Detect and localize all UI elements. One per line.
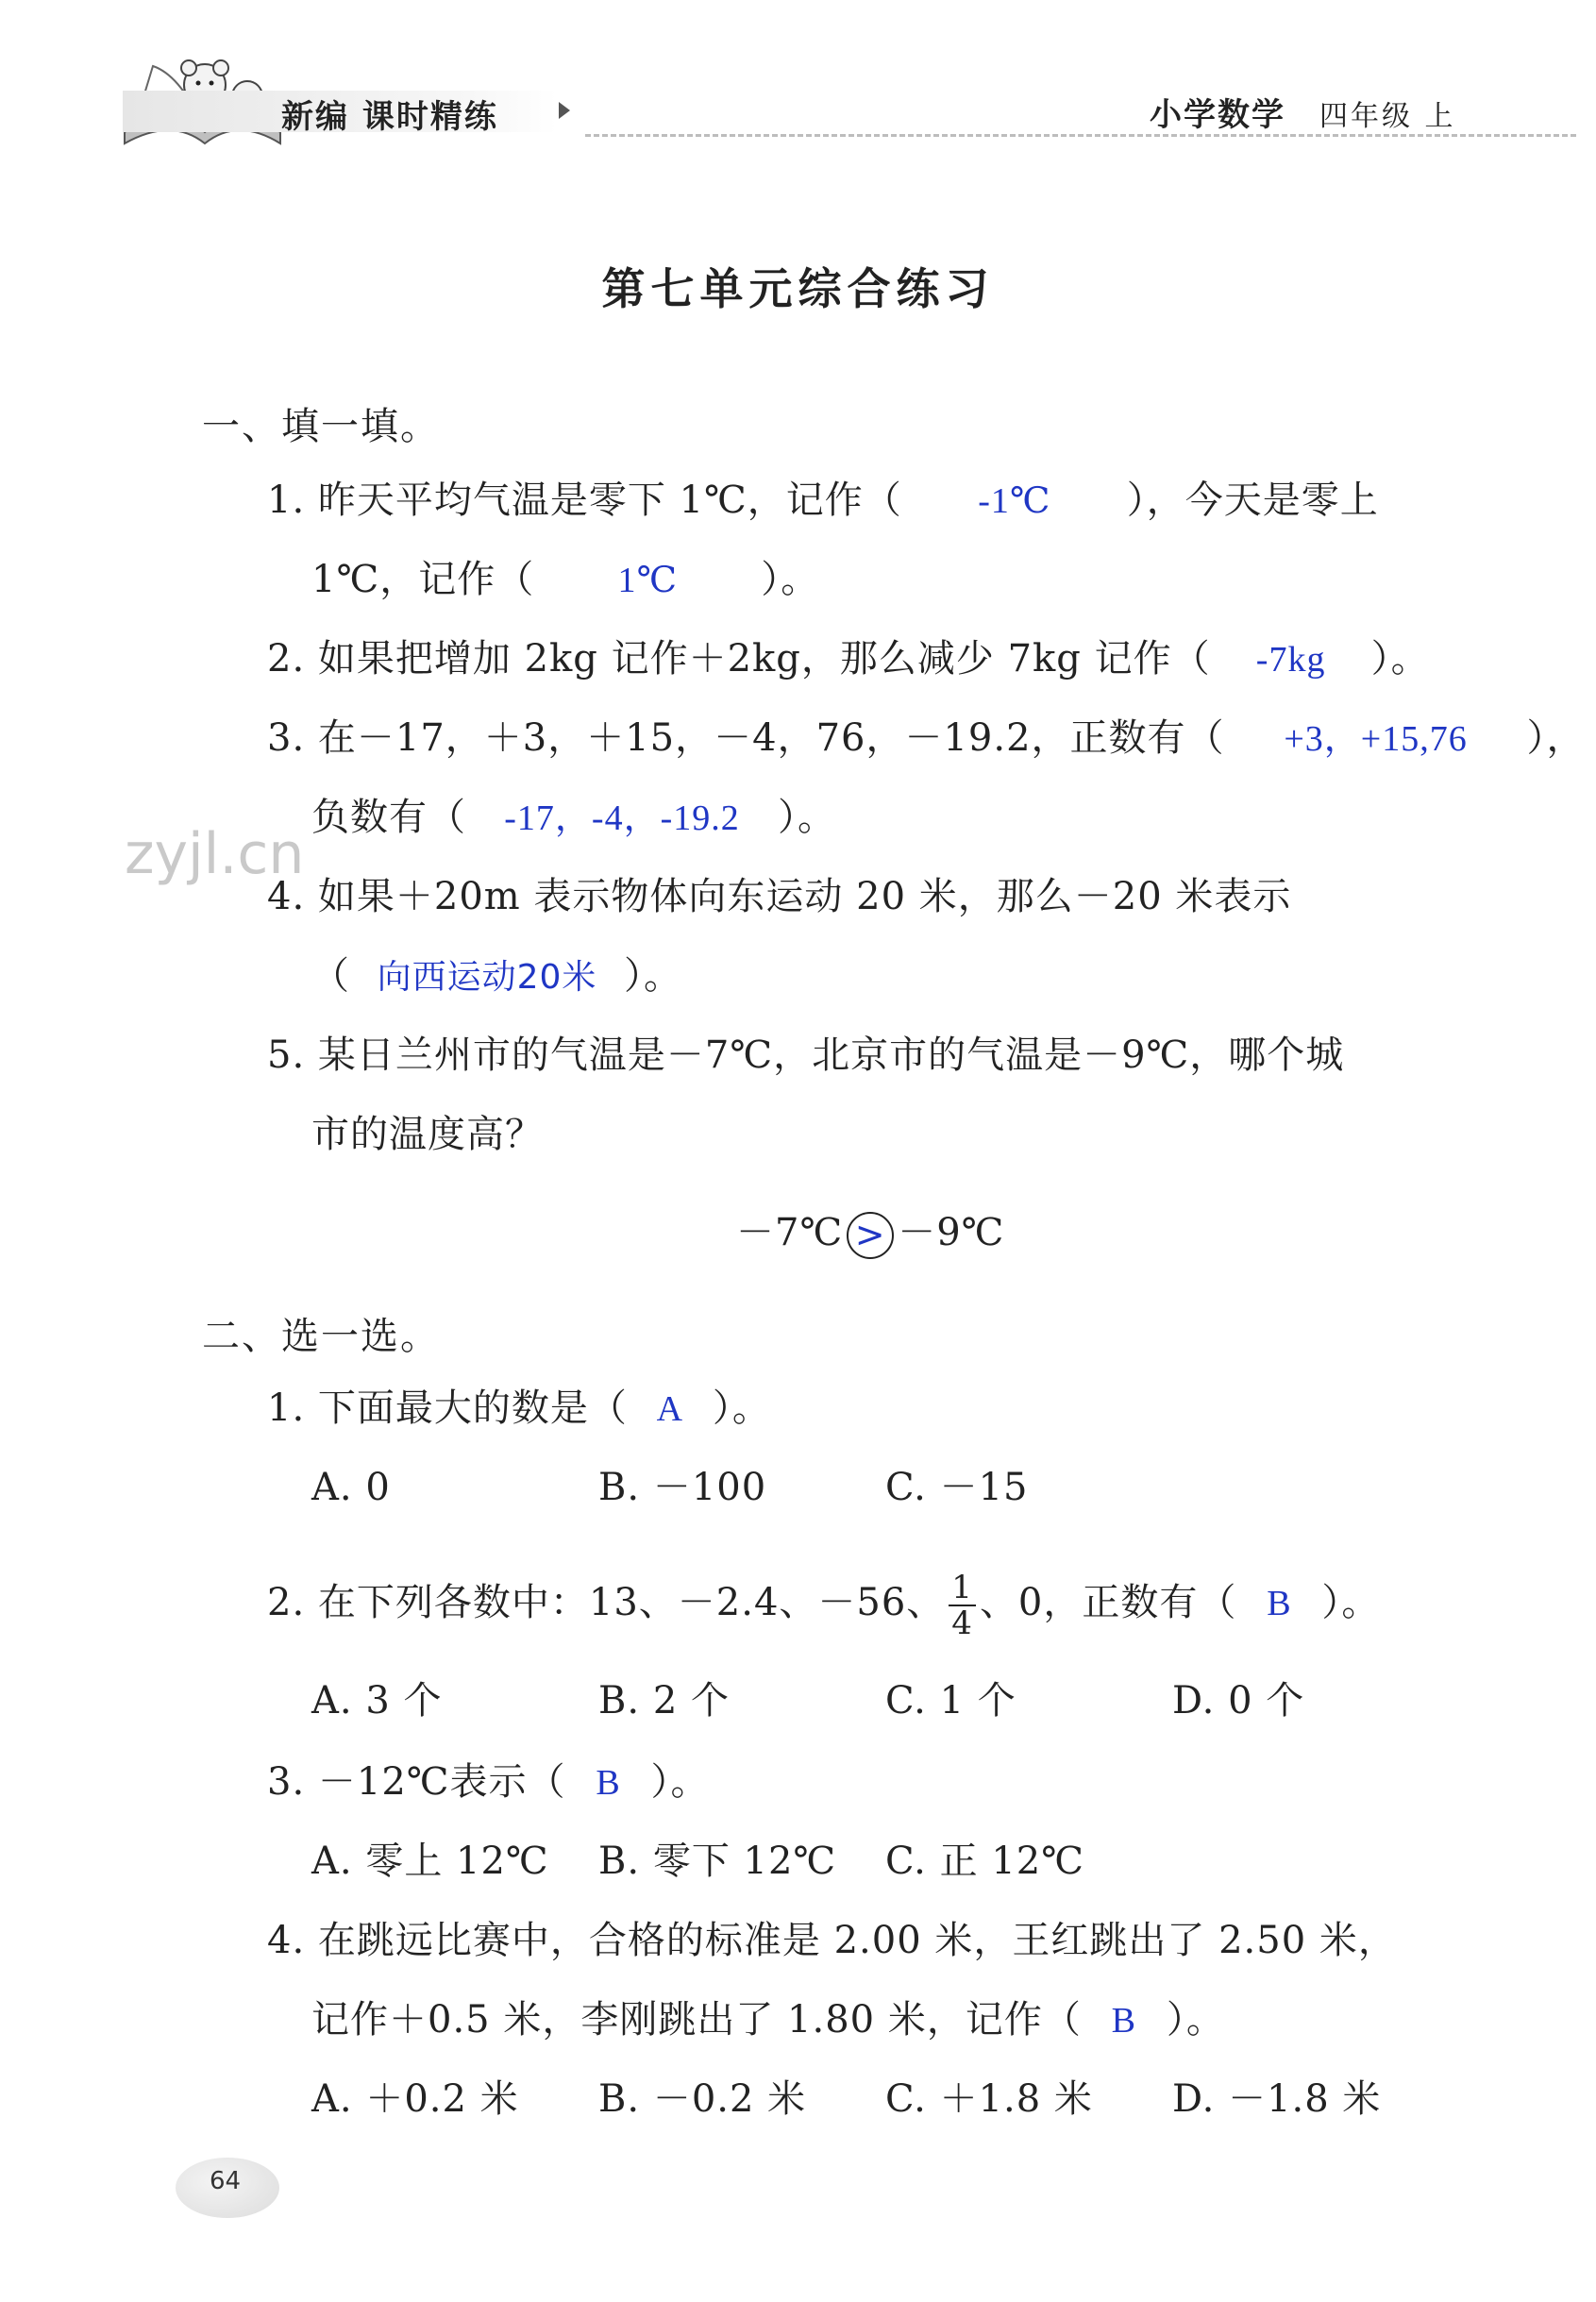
question-1-3: 3. 在－17，＋3，＋15，－4，76，－19.2，正数有（ +3，+15,76 ）， bbox=[267, 714, 1586, 764]
question-1-4-cont: （ 向西运动20米 ）。 bbox=[311, 951, 682, 1002]
answer-1-1b: 1℃ bbox=[617, 561, 678, 600]
header-dotted-rule bbox=[585, 134, 1576, 137]
question-2-3: 3. －12℃表示（ B ）。 bbox=[267, 1757, 710, 1807]
question-1-4: 4. 如果＋20m 表示物体向东运动 20 米，那么－20 米表示 bbox=[267, 875, 1292, 918]
question-1-1-cont: 1℃，记作（ 1℃ ）。 bbox=[311, 555, 819, 605]
option-a: A. 0 bbox=[311, 1466, 391, 1509]
option-b: B. －100 bbox=[598, 1466, 767, 1509]
answer-1-2: -7kg bbox=[1255, 640, 1326, 680]
question-1-5-cont: 市的温度高？ bbox=[311, 1113, 544, 1156]
option-b: B. －0.2 米 bbox=[598, 2077, 807, 2121]
answer-1-3b: -17，-4，-19.2 bbox=[504, 798, 740, 838]
header-brand: 新编 课时精练 bbox=[281, 98, 498, 136]
answer-2-2: B bbox=[1267, 1584, 1292, 1623]
section-heading-choose: 二、选一选。 bbox=[202, 1315, 440, 1358]
option-c: C. －15 bbox=[885, 1466, 1029, 1509]
fraction-one-quarter: $\frac{1}{4}$ bbox=[949, 1571, 976, 1640]
header-subject: 小学数学 bbox=[1150, 96, 1285, 134]
question-1-3-cont: 负数有（ -17，-4，-19.2 ）。 bbox=[311, 793, 836, 843]
option-a: A. 3 个 bbox=[311, 1679, 443, 1722]
option-b: B. 零下 12℃ bbox=[598, 1840, 837, 1883]
answer-2-4: B bbox=[1111, 2001, 1136, 2041]
page-number: 64 bbox=[210, 2167, 242, 2195]
comparison-answer-circle: > bbox=[847, 1212, 894, 1259]
page-title: 第七单元综合练习 bbox=[601, 263, 995, 314]
question-2-4-cont: 记作＋0.5 米，李刚跳出了 1.80 米，记作（ B ）。 bbox=[311, 1995, 1225, 2045]
question-1-2: 2. 如果把增加 2kg 记作＋2kg，那么减少 7kg 记作（ -7kg ）。 bbox=[267, 634, 1430, 684]
answer-1-3a: +3，+15,76 bbox=[1284, 719, 1468, 759]
option-b: B. 2 个 bbox=[598, 1679, 730, 1722]
answer-1-4: 向西运动20米 bbox=[377, 958, 597, 997]
option-a: A. 零上 12℃ bbox=[311, 1840, 549, 1883]
question-2-4: 4. 在跳远比赛中，合格的标准是 2.00 米，王红跳出了 2.50 米， bbox=[267, 1919, 1397, 1962]
play-triangle-icon bbox=[559, 102, 570, 119]
question-2-2: 2. 在下列各数中：13、－2.4、－56、 $\frac{1}{4}$ 、0，正数有（ B ）。 bbox=[267, 1569, 1381, 1642]
header-grade: 四年级 上 bbox=[1319, 100, 1456, 133]
comparison-row: －7℃ > －9℃ bbox=[736, 1208, 1004, 1259]
option-d: D. －1.8 米 bbox=[1172, 2077, 1382, 2121]
answer-2-3: B bbox=[596, 1763, 621, 1803]
answer-2-1: A bbox=[656, 1389, 684, 1429]
option-c: C. 1 个 bbox=[885, 1679, 1016, 1722]
watermark-text: zyjl.cn bbox=[125, 821, 305, 887]
option-c: C. ＋1.8 米 bbox=[885, 2077, 1093, 2121]
answer-1-1a: -1℃ bbox=[978, 481, 1051, 521]
option-a: A. ＋0.2 米 bbox=[311, 2077, 519, 2121]
question-1-1: 1. 昨天平均气温是零下 1℃，记作（ -1℃ ），今天是零上 bbox=[267, 476, 1379, 526]
option-c: C. 正 12℃ bbox=[885, 1840, 1084, 1883]
section-heading-fill: 一、填一填。 bbox=[202, 405, 440, 448]
page-header bbox=[0, 0, 1596, 160]
question-2-1: 1. 下面最大的数是（ A ）。 bbox=[267, 1384, 771, 1434]
question-1-5: 5. 某日兰州市的气温是－7℃，北京市的气温是－9℃，哪个城 bbox=[267, 1033, 1345, 1077]
option-d: D. 0 个 bbox=[1172, 1679, 1305, 1722]
